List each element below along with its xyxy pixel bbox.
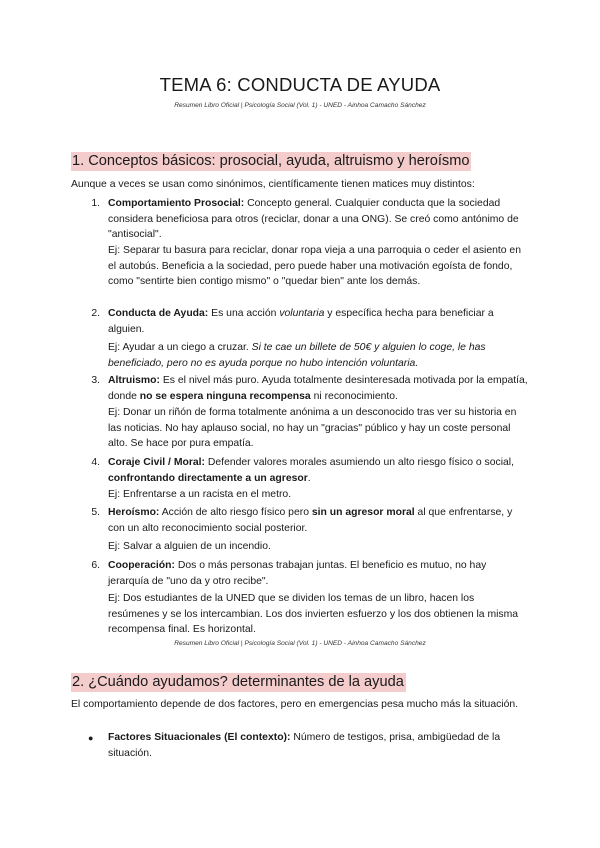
page-subtitle: Resumen Libro Oficial | Psicología Social (Vol. 1) - UNED - Ainhoa Camacho Sánchez: [174, 102, 426, 109]
example-coraje: Ej: Enfrentarse a un racista en el metro.: [108, 489, 292, 500]
term-altruismo: Altruismo:: [108, 375, 160, 386]
list-number: 3.: [91, 375, 100, 386]
list-number: 2.: [91, 308, 100, 319]
list-number: 5.: [91, 507, 100, 518]
definition-ayuda-part2: y específica hecha para beneficiar a alguien.: [108, 308, 494, 335]
term-heroismo: Heroísmo:: [108, 507, 160, 518]
definition-coraje-bold: confrontando directamente a un agresor: [108, 472, 308, 484]
definition-heroismo-part2: al que enfrentarse, y con un alto reconocimiento social posterior.: [108, 507, 513, 534]
page-footer: Resumen Libro Oficial | Psicología Social (Vol. 1) - UNED - Ainhoa Camacho Sánchez: [174, 640, 426, 647]
list-number: 6.: [91, 560, 100, 571]
example-ayuda: [108, 340, 528, 371]
definition-coraje-part2: .: [307, 472, 311, 484]
example-altruismo: Ej: Donar un riñón de forma totalmente anónima a un desconocido tras ver su historia en las noticias. No hay aplauso social, no hay un "gracias" público y hay un coste personal alto. Se hace por pura empatía.: [108, 407, 517, 450]
list-item-ayuda: [108, 306, 528, 337]
example-heroismo: Ej: Salvar a alguien de un incendio.: [108, 541, 271, 552]
definition-altruismo-part2: ni reconocimiento.: [310, 390, 398, 402]
section-2-heading: 2. ¿Cuándo ayudamos? determinantes de la ayuda: [72, 674, 404, 690]
example-cooperacion: Ej: Dos estudiantes de la UNED que se dividen los temas de un libro, hacen los resúmenes y se los intercambian. Los dos invierten esfuerzo y los dos obtienen la misma recompensa final. Es horizontal.: [108, 593, 519, 636]
example-ayuda-italic: Si te cae un billete de 50€ y alguien lo coge, le has beneficiado, pero no es ayuda porque no hubo intención voluntaria.: [108, 342, 486, 369]
term-situacionales: Factores Situacionales (El contexto):: [108, 732, 291, 743]
section-2-intro: El comportamiento depende de dos factores, pero en emergencias pesa mucho más la situación.: [71, 699, 519, 710]
list-item-altruismo: [108, 373, 528, 404]
example-prosocial: Ej: Separar tu basura para reciclar, donar ropa vieja a una parroquia o ceder el asiento en el autobús. Beneficia a la sociedad, pero puede haber una motivación egoísta de fondo, como "sentirte bien contigo mismo" o "quedar bien" ante los demás.: [108, 245, 521, 288]
term-cooperacion: Cooperación:: [108, 560, 175, 571]
bullet-icon: ●: [88, 733, 94, 743]
list-number: 4.: [91, 457, 100, 468]
definition-situacionales: Número de testigos, prisa, ambigüedad de la situación.: [108, 732, 501, 759]
list-item-heroismo: [108, 505, 528, 536]
term-coraje: Coraje Civil / Moral:: [108, 457, 206, 468]
term-prosocial: Comportamiento Prosocial:: [108, 198, 245, 209]
definition-prosocial: Concepto general. Cualquier conducta que la sociedad considera beneficiosa para otros (reciclar, donar a una ONG). Se creó como antónimo de "antisocial".: [108, 198, 519, 241]
bullet-item-situacionales: [108, 730, 528, 761]
list-item-coraje: [108, 455, 528, 486]
list-item-prosocial: [108, 196, 528, 243]
definition-heroismo-part1: Acción de alto riesgo físico pero: [159, 507, 312, 518]
example-ayuda-plain: Ej: Ayudar a un ciego a cruzar.: [108, 342, 252, 353]
definition-coraje-part1: Defender valores morales asumiendo un alto riesgo físico o social,: [205, 457, 515, 468]
list-item-cooperacion: [108, 558, 528, 589]
page-title: TEMA 6: CONDUCTA DE AYUDA: [159, 74, 441, 95]
list-number: 1.: [91, 198, 100, 209]
definition-heroismo-bold: sin un agresor moral: [311, 507, 415, 518]
definition-altruismo-part1: Es el nivel más puro. Ayuda totalmente desinteresada motivada por la empatía, donde: [108, 375, 528, 402]
definition-altruismo-bold: no se espera ninguna recompensa: [139, 390, 311, 402]
definition-cooperacion: Dos o más personas trabajan juntas. El beneficio es mutuo, no hay jerarquía de "uno da y otro recibe".: [108, 560, 487, 587]
definition-ayuda-part1: Es una acción: [208, 308, 280, 319]
section-1-intro: Aunque a veces se usan como sinónimos, científicamente tienen matices muy distintos:: [71, 179, 475, 190]
section-1-heading: 1. Conceptos básicos: prosocial, ayuda, altruismo y heroísmo: [72, 153, 470, 169]
definition-ayuda-italic: voluntaria: [279, 308, 325, 319]
term-ayuda: Conducta de Ayuda:: [108, 308, 209, 319]
